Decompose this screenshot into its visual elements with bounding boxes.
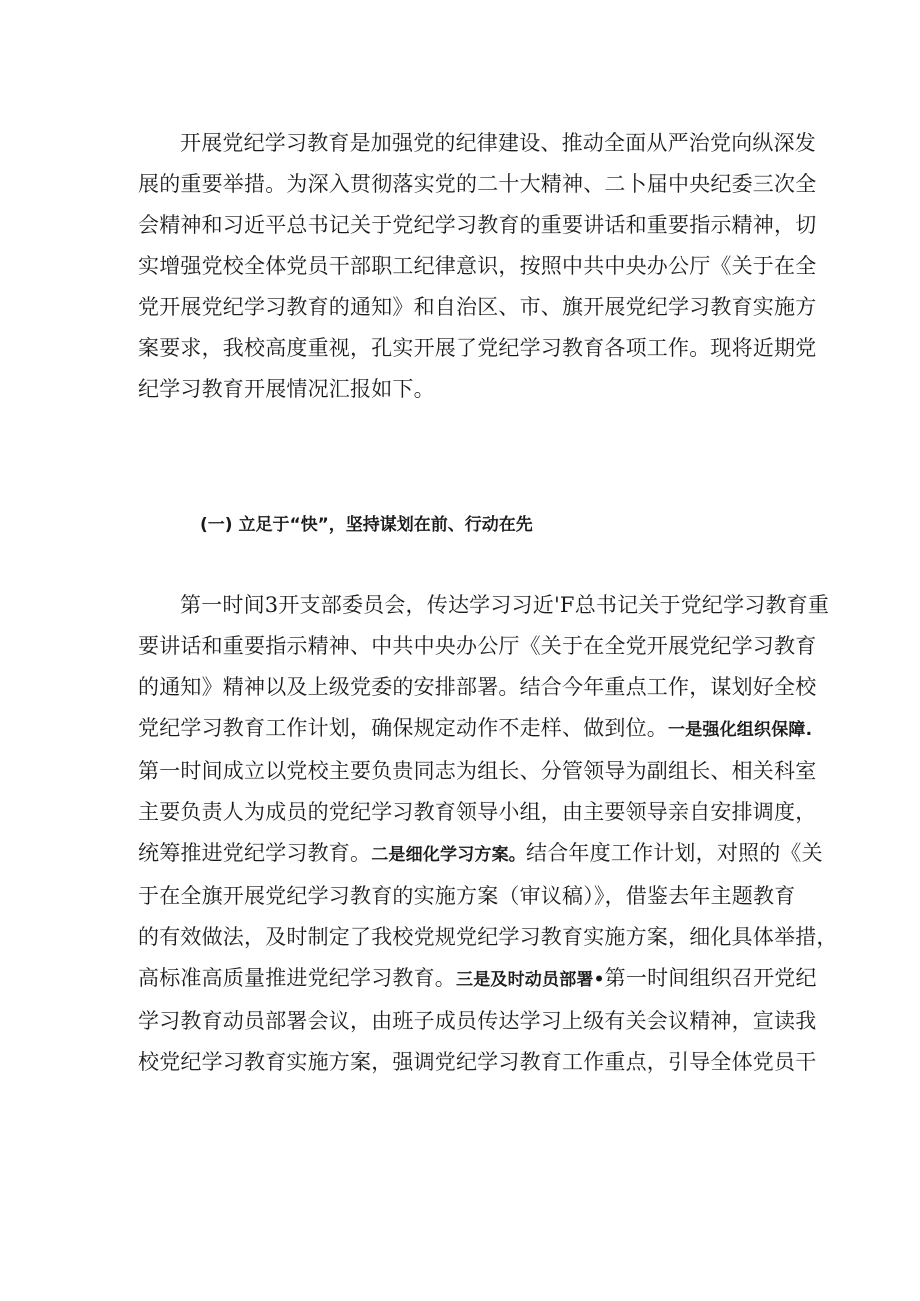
- bold-run: 三是及时动员部署•: [456, 970, 605, 990]
- text-line: 学习教育动员部署会议，由班子成员传达学习上级有关会议精神，宣读我: [138, 1009, 817, 1033]
- bold-run: 一是强化组织保障.: [668, 720, 813, 740]
- text-line: 党开展党纪学习教育的通知》和自治区、市、旗开展党纪学习教育实施方: [138, 295, 817, 319]
- text-line: 主要负责人为成员的党纪学习教育领导小组，由主要领导亲自安排调度，: [138, 800, 817, 824]
- text-line: 展的重要举措。为深入贯彻落实党的二十大精神、二卜届中央纪委三次全: [138, 172, 817, 196]
- section-heading: (一) 立足于“快”，坚持谋划在前、行动在先: [200, 515, 533, 535]
- text-line: 案要求，我校高度重视，孔实开展了党纪学习教育各项工作。现将近期党: [138, 336, 817, 360]
- text-run: 统筹推进党纪学习教育。: [138, 841, 372, 865]
- text-line: 纪学习教育开展情况汇报如下。: [138, 377, 435, 401]
- bold-run: 二是细化学习方案。: [371, 845, 527, 865]
- text-line: 会精神和习近平总书记关于党纪学习教育的重要讲话和重要指示精神，切: [138, 213, 817, 237]
- text-line: 实增强党校全体党员干部职工纪律意识，按照中共中央办公厅《关于在全: [138, 254, 817, 278]
- section-paragraph: [138, 585, 838, 1083]
- intro-paragraph: [138, 123, 817, 410]
- text-line: 的有效做法，及时制定了我校党规党纪学习教育实施方案，细化具体举措，: [138, 925, 838, 949]
- text-line: [138, 958, 817, 1001]
- text-run: 结合年度工作计划，对照的《关: [526, 841, 823, 865]
- text-line: 开展党纪学习教育是加强党的纪律建设、推动全面从严治党向纵深发: [180, 131, 816, 155]
- text-run: 高标准高质量推进党纪学习教育。: [138, 966, 456, 990]
- text-line: 校党纪学习教育实施方案，强调党纪学习教育工作重点，引导全体党员干: [138, 1050, 817, 1074]
- text-run: 党纪学习教育工作计划，确保规定动作不走样、做到位。: [138, 716, 668, 740]
- text-line: 要讲话和重要指示精神、中共中央办公厅《关于在全党开展党纪学习教育: [138, 634, 817, 658]
- text-line: [138, 833, 823, 876]
- text-run: 第一时间组织召开党纪: [604, 966, 817, 990]
- text-line: 第一时间3开支部委员会，传达学习习近'F总书记关于党纪学习教育重: [180, 593, 830, 617]
- text-line: 的通知》精神以及上级党委的安排部署。结合今年重点工作，谋划好全校: [138, 675, 817, 699]
- text-line: [138, 708, 813, 751]
- text-line: 第一时间成立以党校主要负贵同志为组长、分管领导为副组长、相关科室: [138, 759, 817, 783]
- text-line: 于在全旗开展党纪学习教育的实施方案（审议稿）》，借鉴去年主题教育: [138, 884, 796, 908]
